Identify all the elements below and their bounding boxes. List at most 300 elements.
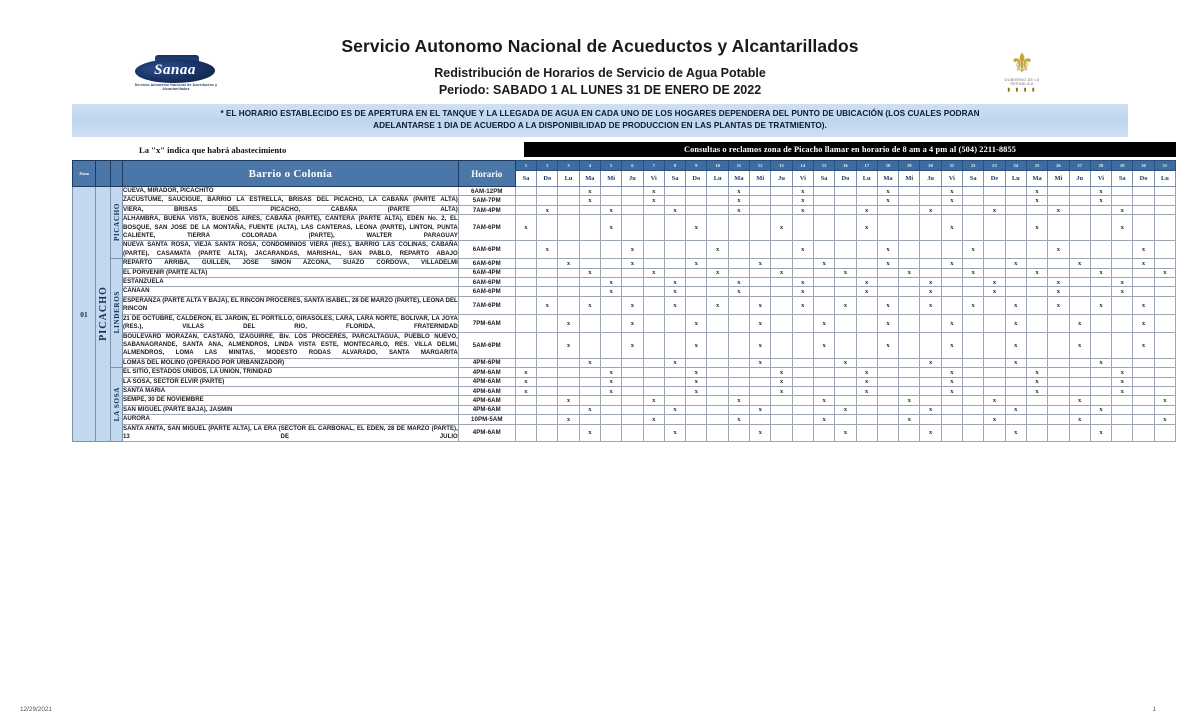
day-mark-cell-empty bbox=[963, 386, 984, 395]
day-mark-cell-empty bbox=[600, 358, 621, 367]
day-name-header: Ma bbox=[579, 171, 600, 187]
day-mark-cell-active: x bbox=[771, 215, 792, 241]
day-name-header: Vi bbox=[1090, 171, 1111, 187]
day-mark-cell-empty bbox=[537, 215, 558, 241]
day-mark-cell-empty bbox=[558, 205, 579, 214]
day-mark-cell-empty bbox=[622, 368, 643, 377]
day-mark-cell-empty bbox=[1026, 424, 1047, 442]
day-mark-cell-empty bbox=[558, 377, 579, 386]
day-mark-cell-empty bbox=[515, 424, 536, 442]
day-mark-cell-empty bbox=[792, 386, 813, 395]
day-mark-cell-empty bbox=[771, 187, 792, 196]
day-mark-cell-empty bbox=[877, 358, 898, 367]
day-mark-cell-empty bbox=[707, 278, 728, 287]
day-mark-cell-empty bbox=[984, 215, 1005, 241]
day-mark-cell-empty bbox=[771, 396, 792, 405]
day-mark-cell-empty bbox=[537, 405, 558, 414]
day-mark-cell-active: x bbox=[792, 196, 813, 205]
day-mark-cell-empty bbox=[835, 415, 856, 424]
day-mark-cell-empty bbox=[835, 196, 856, 205]
day-mark-cell-active: x bbox=[920, 205, 941, 214]
day-mark-cell-empty bbox=[877, 368, 898, 377]
zone-code-cell: 01 bbox=[73, 187, 96, 442]
day-mark-cell-active: x bbox=[792, 296, 813, 314]
day-mark-cell-empty bbox=[558, 386, 579, 395]
day-mark-cell-empty bbox=[984, 358, 1005, 367]
day-mark-cell-active: x bbox=[515, 377, 536, 386]
table-body bbox=[73, 187, 1176, 442]
day-mark-cell-active: x bbox=[728, 415, 749, 424]
day-mark-cell-empty bbox=[558, 278, 579, 287]
day-mark-cell-empty bbox=[1154, 377, 1175, 386]
day-mark-cell-empty bbox=[1048, 268, 1069, 277]
day-mark-cell-active: x bbox=[1026, 268, 1047, 277]
day-mark-cell-active: x bbox=[1026, 377, 1047, 386]
day-mark-cell-empty bbox=[1005, 215, 1026, 241]
day-mark-cell-empty bbox=[1069, 377, 1090, 386]
day-mark-cell-empty bbox=[1133, 205, 1154, 214]
barrio-cell: EL SITIO, ESTADOS UNIDOS, LA UNION, TRINIDAD bbox=[123, 368, 459, 377]
day-mark-cell-empty bbox=[877, 215, 898, 241]
table-row bbox=[73, 405, 1176, 414]
barrio-cell: LOMAS DEL MOLINO (OPERADO POR URBANIZADOR) bbox=[123, 358, 459, 367]
day-mark-cell-empty bbox=[515, 332, 536, 358]
day-mark-cell-empty bbox=[877, 386, 898, 395]
day-mark-cell-empty bbox=[771, 287, 792, 296]
day-mark-cell-empty bbox=[579, 314, 600, 332]
horario-cell: 6AM-6PM bbox=[458, 241, 515, 259]
day-mark-cell-empty bbox=[664, 259, 685, 268]
sector-label: LINDEROS bbox=[112, 291, 121, 334]
day-mark-cell-empty bbox=[537, 314, 558, 332]
col-header-barrio: Barrio o Colonia bbox=[123, 161, 459, 187]
day-mark-cell-empty bbox=[1026, 314, 1047, 332]
day-mark-cell-active: x bbox=[941, 377, 962, 386]
day-number-header: 26 bbox=[1048, 161, 1069, 171]
day-mark-cell-active: x bbox=[1005, 405, 1026, 414]
day-mark-cell-active: x bbox=[600, 215, 621, 241]
day-mark-cell-empty bbox=[813, 405, 834, 414]
day-mark-cell-empty bbox=[558, 368, 579, 377]
day-mark-cell-empty bbox=[728, 368, 749, 377]
day-mark-cell-empty bbox=[579, 259, 600, 268]
day-mark-cell-active: x bbox=[707, 241, 728, 259]
day-mark-cell-empty bbox=[920, 196, 941, 205]
notice-line-1: * EL HORARIO ESTABLECIDO ES DE APERTURA EN EL TANQUE Y LA LLEGADA DE AGUA EN CADA UNO DE LOS HOGARES DEPENDERA DEL PUNTO DE UBICACIÓN (LOS CUALES PODRAN bbox=[220, 109, 980, 118]
day-mark-cell-empty bbox=[643, 241, 664, 259]
day-mark-cell-active: x bbox=[984, 287, 1005, 296]
day-mark-cell-empty bbox=[1112, 187, 1133, 196]
day-mark-cell-empty bbox=[1005, 241, 1026, 259]
day-mark-cell-empty bbox=[750, 396, 771, 405]
day-mark-cell-empty bbox=[920, 386, 941, 395]
day-mark-cell-active: x bbox=[622, 314, 643, 332]
day-mark-cell-active: x bbox=[1069, 259, 1090, 268]
day-mark-cell-empty bbox=[877, 405, 898, 414]
day-mark-cell-empty bbox=[941, 268, 962, 277]
day-mark-cell-empty bbox=[813, 268, 834, 277]
day-name-header: Ju bbox=[771, 171, 792, 187]
day-mark-cell-active: x bbox=[622, 296, 643, 314]
day-mark-cell-active: x bbox=[920, 405, 941, 414]
day-mark-cell-active: x bbox=[664, 278, 685, 287]
day-mark-cell-active: x bbox=[920, 424, 941, 442]
day-mark-cell-empty bbox=[600, 415, 621, 424]
day-mark-cell-empty bbox=[1069, 287, 1090, 296]
day-mark-cell-active: x bbox=[1090, 268, 1111, 277]
page-title: Servicio Autonomo Nacional de Acueductos y Alcantarillados bbox=[341, 36, 859, 56]
zone-name-cell bbox=[96, 187, 111, 442]
day-mark-cell-active: x bbox=[558, 396, 579, 405]
day-mark-cell-active: x bbox=[856, 377, 877, 386]
day-mark-cell-active: x bbox=[877, 296, 898, 314]
sector-cell bbox=[111, 368, 123, 442]
barrio-cell: SAN MIGUEL (PARTE BAJA), JASMIN bbox=[123, 405, 459, 414]
day-mark-cell-active: x bbox=[877, 259, 898, 268]
day-mark-cell-active: x bbox=[686, 377, 707, 386]
day-mark-cell-empty bbox=[579, 332, 600, 358]
day-mark-cell-empty bbox=[1154, 405, 1175, 414]
day-name-header: Lu bbox=[1005, 171, 1026, 187]
barrio-cell: REPARTO ARRIBA, GUILLEN, JOSE SIMON AZCONA, SUAZO CORDOVA, VILLADELMI bbox=[123, 259, 458, 267]
day-name-header: Mi bbox=[899, 171, 920, 187]
day-mark-cell-empty bbox=[686, 296, 707, 314]
day-mark-cell-active: x bbox=[600, 278, 621, 287]
table-row bbox=[73, 196, 1176, 205]
day-mark-cell-empty bbox=[1026, 396, 1047, 405]
day-mark-cell-active: x bbox=[1005, 358, 1026, 367]
day-mark-cell-empty bbox=[1048, 405, 1069, 414]
day-mark-cell-active: x bbox=[558, 314, 579, 332]
horario-cell: 4PM-6AM bbox=[458, 405, 515, 414]
day-number-header: 20 bbox=[920, 161, 941, 171]
day-mark-cell-active: x bbox=[1112, 368, 1133, 377]
day-mark-cell-empty bbox=[1069, 296, 1090, 314]
day-mark-cell-empty bbox=[877, 278, 898, 287]
day-mark-cell-empty bbox=[707, 396, 728, 405]
day-mark-cell-active: x bbox=[835, 424, 856, 442]
day-mark-cell-empty bbox=[515, 259, 536, 268]
day-mark-cell-empty bbox=[920, 314, 941, 332]
day-mark-cell-empty bbox=[579, 377, 600, 386]
day-mark-cell-active: x bbox=[813, 415, 834, 424]
day-mark-cell-empty bbox=[750, 278, 771, 287]
day-mark-cell-empty bbox=[1154, 296, 1175, 314]
day-mark-cell-empty bbox=[771, 332, 792, 358]
day-mark-cell-empty bbox=[835, 314, 856, 332]
day-mark-cell-empty bbox=[920, 368, 941, 377]
day-mark-cell-active: x bbox=[941, 196, 962, 205]
day-mark-cell-active: x bbox=[579, 296, 600, 314]
day-mark-cell-active: x bbox=[1090, 424, 1111, 442]
day-mark-cell-empty bbox=[856, 268, 877, 277]
day-mark-cell-empty bbox=[600, 241, 621, 259]
day-mark-cell-empty bbox=[750, 241, 771, 259]
day-mark-cell-active: x bbox=[813, 332, 834, 358]
day-mark-cell-empty bbox=[792, 424, 813, 442]
day-mark-cell-empty bbox=[707, 358, 728, 367]
day-mark-cell-active: x bbox=[813, 259, 834, 268]
day-mark-cell-active: x bbox=[856, 287, 877, 296]
table-row bbox=[73, 358, 1176, 367]
day-mark-cell-empty bbox=[750, 415, 771, 424]
day-mark-cell-empty bbox=[984, 187, 1005, 196]
day-mark-cell-active: x bbox=[984, 205, 1005, 214]
day-mark-cell-empty bbox=[771, 196, 792, 205]
day-mark-cell-empty bbox=[1048, 215, 1069, 241]
table-row bbox=[73, 296, 1176, 314]
day-mark-cell-empty bbox=[537, 358, 558, 367]
day-mark-cell-empty bbox=[813, 196, 834, 205]
day-mark-cell-active: x bbox=[771, 377, 792, 386]
day-mark-cell-empty bbox=[792, 314, 813, 332]
day-mark-cell-empty bbox=[1069, 187, 1090, 196]
day-mark-cell-active: x bbox=[622, 259, 643, 268]
day-mark-cell-active: x bbox=[1069, 332, 1090, 358]
day-mark-cell-active: x bbox=[558, 332, 579, 358]
day-mark-cell-empty bbox=[1005, 205, 1026, 214]
day-mark-cell-empty bbox=[728, 405, 749, 414]
barrio-cell: LA SOSA, SECTOR ELVIR (PARTE) bbox=[123, 377, 459, 386]
day-mark-cell-active: x bbox=[686, 215, 707, 241]
day-mark-cell-active: x bbox=[941, 187, 962, 196]
day-mark-cell-empty bbox=[1026, 296, 1047, 314]
day-mark-cell-active: x bbox=[941, 215, 962, 241]
day-mark-cell-empty bbox=[792, 268, 813, 277]
table-row bbox=[73, 278, 1176, 287]
day-mark-cell-active: x bbox=[750, 314, 771, 332]
day-mark-cell-active: x bbox=[686, 368, 707, 377]
seal-dots-icon: ▮ ▮ ▮ ▮ bbox=[1007, 87, 1037, 93]
day-mark-cell-active: x bbox=[941, 332, 962, 358]
day-number-header: 6 bbox=[622, 161, 643, 171]
day-mark-cell-empty bbox=[941, 287, 962, 296]
day-mark-cell-empty bbox=[1069, 386, 1090, 395]
day-mark-cell-empty bbox=[813, 287, 834, 296]
day-number-header: 28 bbox=[1090, 161, 1111, 171]
day-mark-cell-empty bbox=[792, 332, 813, 358]
day-mark-cell-empty bbox=[1133, 187, 1154, 196]
day-number-header: 30 bbox=[1133, 161, 1154, 171]
day-mark-cell-active: x bbox=[1112, 386, 1133, 395]
day-mark-cell-empty bbox=[622, 405, 643, 414]
day-mark-cell-empty bbox=[622, 386, 643, 395]
day-mark-cell-empty bbox=[899, 196, 920, 205]
day-number-header: 5 bbox=[600, 161, 621, 171]
table-row bbox=[73, 424, 1176, 442]
day-mark-cell-empty bbox=[984, 268, 1005, 277]
day-mark-cell-empty bbox=[600, 196, 621, 205]
day-mark-cell-empty bbox=[1133, 358, 1154, 367]
footer-date: 12/29/2021 bbox=[20, 706, 52, 713]
day-mark-cell-empty bbox=[600, 396, 621, 405]
day-mark-cell-empty bbox=[1090, 241, 1111, 259]
day-mark-cell-empty bbox=[1026, 205, 1047, 214]
day-mark-cell-active: x bbox=[920, 358, 941, 367]
day-mark-cell-active: x bbox=[707, 296, 728, 314]
day-mark-cell-empty bbox=[1048, 386, 1069, 395]
day-mark-cell-empty bbox=[707, 205, 728, 214]
day-mark-cell-empty bbox=[686, 187, 707, 196]
day-mark-cell-empty bbox=[920, 241, 941, 259]
day-mark-cell-empty bbox=[835, 205, 856, 214]
sector-label: LA SOSA bbox=[112, 386, 121, 421]
day-name-header: De bbox=[984, 171, 1005, 187]
day-mark-cell-empty bbox=[941, 424, 962, 442]
day-number-header: 19 bbox=[899, 161, 920, 171]
schedule-table-wrapper bbox=[72, 160, 1188, 442]
day-mark-cell-empty bbox=[1026, 332, 1047, 358]
day-mark-cell-active: x bbox=[664, 296, 685, 314]
day-mark-cell-empty bbox=[622, 205, 643, 214]
day-mark-cell-empty bbox=[1005, 368, 1026, 377]
day-mark-cell-active: x bbox=[600, 377, 621, 386]
day-mark-cell-empty bbox=[622, 415, 643, 424]
day-mark-cell-empty bbox=[1005, 268, 1026, 277]
day-mark-cell-empty bbox=[1090, 396, 1111, 405]
day-mark-cell-empty bbox=[856, 296, 877, 314]
day-mark-cell-empty bbox=[728, 332, 749, 358]
day-mark-cell-empty bbox=[664, 241, 685, 259]
day-mark-cell-empty bbox=[899, 205, 920, 214]
day-mark-cell-empty bbox=[1048, 259, 1069, 268]
barrio-cell: SANTA MARIA bbox=[123, 386, 459, 395]
day-mark-cell-empty bbox=[686, 396, 707, 405]
day-mark-cell-empty bbox=[1069, 196, 1090, 205]
day-mark-cell-empty bbox=[1048, 396, 1069, 405]
day-mark-cell-empty bbox=[1069, 368, 1090, 377]
day-mark-cell-empty bbox=[558, 296, 579, 314]
day-mark-cell-empty bbox=[664, 314, 685, 332]
day-mark-cell-empty bbox=[1069, 268, 1090, 277]
day-mark-cell-empty bbox=[1112, 332, 1133, 358]
day-mark-cell-empty bbox=[1154, 187, 1175, 196]
day-mark-cell-active: x bbox=[664, 205, 685, 214]
day-mark-cell-active: x bbox=[920, 287, 941, 296]
day-mark-cell-empty bbox=[558, 196, 579, 205]
barrio-cell: CANAAN bbox=[123, 287, 459, 296]
day-mark-cell-empty bbox=[920, 332, 941, 358]
day-mark-cell-empty bbox=[622, 187, 643, 196]
day-mark-cell-active: x bbox=[877, 241, 898, 259]
day-mark-cell-empty bbox=[1154, 424, 1175, 442]
day-mark-cell-active: x bbox=[941, 386, 962, 395]
table-row bbox=[73, 415, 1176, 424]
day-mark-cell-empty bbox=[899, 405, 920, 414]
day-mark-cell-empty bbox=[643, 259, 664, 268]
day-mark-cell-active: x bbox=[579, 196, 600, 205]
day-mark-cell-active: x bbox=[899, 396, 920, 405]
day-mark-cell-empty bbox=[1026, 405, 1047, 414]
day-mark-cell-active: x bbox=[750, 424, 771, 442]
day-mark-cell-active: x bbox=[1133, 332, 1154, 358]
day-mark-cell-empty bbox=[600, 259, 621, 268]
day-mark-cell-empty bbox=[1090, 205, 1111, 214]
day-mark-cell-empty bbox=[856, 241, 877, 259]
day-mark-cell-empty bbox=[941, 296, 962, 314]
day-mark-cell-empty bbox=[622, 268, 643, 277]
day-mark-cell-empty bbox=[835, 386, 856, 395]
barrio-cell: ALHAMBRA, BUENA VISTA, BUENOS AIRES, CABAÑA (PARTE), CANTERA (PARTE ALTA), EDEN No. 2, EL BOSQUE, SAN JOSE DE LA MONTAÑA, FUENTE (ALTA), LAS CANTERAS, LEONA (PARTE), LINTON, PUNTA CALIENTE, TIERRA COLORADA (PARTE), WALTER PARAGUAY bbox=[123, 215, 458, 240]
day-mark-cell-active: x bbox=[856, 386, 877, 395]
day-mark-cell-empty bbox=[622, 377, 643, 386]
day-mark-cell-empty bbox=[899, 424, 920, 442]
zone-name-label: PICACHO bbox=[97, 285, 109, 341]
day-mark-cell-empty bbox=[792, 415, 813, 424]
day-mark-cell-active: x bbox=[579, 268, 600, 277]
day-mark-cell-empty bbox=[1026, 415, 1047, 424]
day-mark-cell-empty bbox=[856, 396, 877, 405]
day-mark-cell-active: x bbox=[537, 296, 558, 314]
day-mark-cell-empty bbox=[899, 215, 920, 241]
day-mark-cell-empty bbox=[792, 396, 813, 405]
day-name-header: Ju bbox=[622, 171, 643, 187]
day-name-header: Do bbox=[537, 171, 558, 187]
day-mark-cell-active: x bbox=[664, 405, 685, 414]
day-mark-cell-empty bbox=[963, 205, 984, 214]
day-mark-cell-empty bbox=[1133, 368, 1154, 377]
day-mark-cell-empty bbox=[1090, 386, 1111, 395]
day-mark-cell-empty bbox=[920, 377, 941, 386]
day-mark-cell-active: x bbox=[1090, 358, 1111, 367]
day-mark-cell-empty bbox=[707, 405, 728, 414]
day-mark-cell-empty bbox=[813, 386, 834, 395]
day-mark-cell-empty bbox=[558, 215, 579, 241]
day-mark-cell-active: x bbox=[1133, 296, 1154, 314]
day-mark-cell-empty bbox=[771, 415, 792, 424]
day-mark-cell-empty bbox=[1026, 278, 1047, 287]
table-row bbox=[73, 386, 1176, 395]
day-mark-cell-empty bbox=[515, 278, 536, 287]
day-mark-cell-empty bbox=[856, 424, 877, 442]
day-mark-cell-active: x bbox=[1154, 415, 1175, 424]
day-mark-cell-empty bbox=[1154, 215, 1175, 241]
day-mark-cell-empty bbox=[984, 259, 1005, 268]
day-mark-cell-empty bbox=[899, 358, 920, 367]
day-mark-cell-empty bbox=[1112, 259, 1133, 268]
day-mark-cell-empty bbox=[771, 259, 792, 268]
day-mark-cell-empty bbox=[1069, 205, 1090, 214]
day-mark-cell-empty bbox=[899, 278, 920, 287]
day-mark-cell-empty bbox=[835, 187, 856, 196]
day-mark-cell-empty bbox=[686, 268, 707, 277]
day-name-header: Mi bbox=[750, 171, 771, 187]
contact-banner: Consultas o reclamos zona de Picacho llamar en horario de 8 am a 4 pm al (504) 2211-8855 bbox=[524, 142, 1176, 157]
day-mark-cell-empty bbox=[537, 377, 558, 386]
day-mark-cell-active: x bbox=[622, 241, 643, 259]
day-mark-cell-empty bbox=[622, 215, 643, 241]
day-mark-cell-empty bbox=[1090, 377, 1111, 386]
day-name-header: Lu bbox=[558, 171, 579, 187]
day-mark-cell-empty bbox=[558, 405, 579, 414]
day-name-header: Sa bbox=[813, 171, 834, 187]
day-mark-cell-active: x bbox=[600, 368, 621, 377]
day-mark-cell-empty bbox=[664, 268, 685, 277]
day-mark-cell-empty bbox=[1154, 196, 1175, 205]
day-mark-cell-empty bbox=[1048, 358, 1069, 367]
day-mark-cell-empty bbox=[1090, 287, 1111, 296]
day-mark-cell-empty bbox=[899, 368, 920, 377]
day-name-header: Ma bbox=[1026, 171, 1047, 187]
day-mark-cell-empty bbox=[813, 241, 834, 259]
day-number-header: 3 bbox=[558, 161, 579, 171]
day-mark-cell-empty bbox=[600, 424, 621, 442]
day-mark-cell-active: x bbox=[1090, 296, 1111, 314]
day-mark-cell-active: x bbox=[835, 358, 856, 367]
day-mark-cell-active: x bbox=[877, 332, 898, 358]
day-mark-cell-active: x bbox=[750, 259, 771, 268]
day-mark-cell-active: x bbox=[920, 278, 941, 287]
